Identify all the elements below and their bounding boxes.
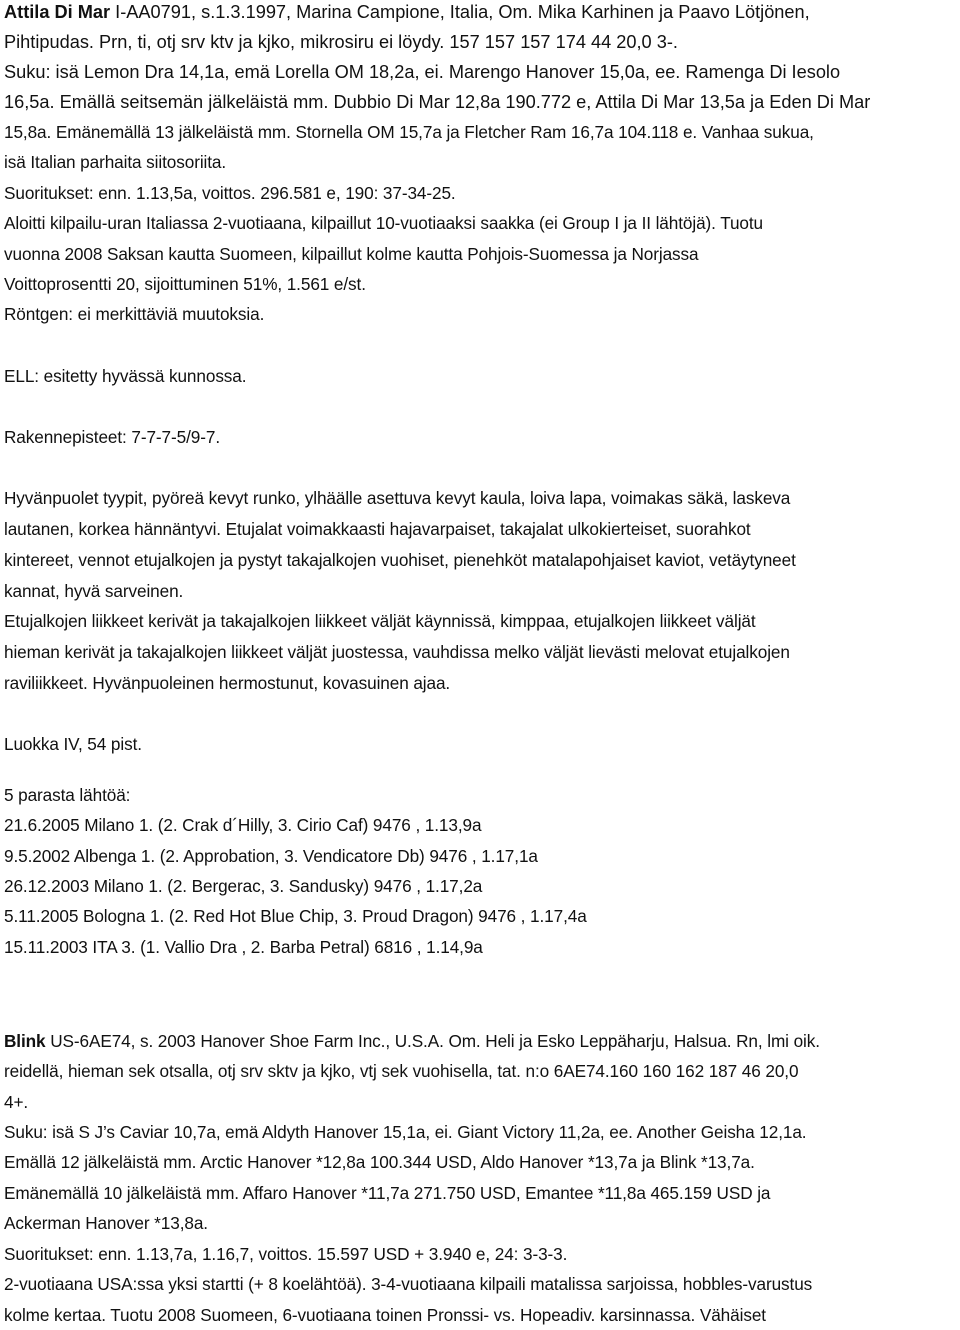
horse1-line-25: 5.11.2005 Bologna 1. (2. Red Hot Blue Chip, 3. Proud Dragon) 9476 , 1.17,4a [4,906,587,926]
horse1-line-12: Rakennepisteet: 7-7-7-5/9-7. [4,427,220,447]
horse1-line-26: 15.11.2003 ITA 3. (1. Vallio Dra , 2. Barba Petral) 6816 , 1.14,9a [4,937,483,957]
horse1-line-22: 21.6.2005 Milano 1. (2. Crak d´Hilly, 3. Cirio Caf) 9476 , 1.13,9a [4,815,482,835]
horse2-line-0: Blink US-6AE74, s. 2003 Hanover Shoe Farm Inc., U.S.A. Om. Heli ja Esko Leppäharju, Halsua. Rn, lmi oik. [4,1031,820,1051]
horse2-line-6: Ackerman Hanover *13,8a. [4,1213,208,1233]
horse1-line-3: 16,5a. Emällä seitsemän jälkeläistä mm. Dubbio Di Mar 12,8a 190.772 e, Attila Di Mar 13,5a ja Eden Di Mar [4,92,871,112]
horse1-line-11: ELL: esitetty hyvässä kunnossa. [4,366,247,386]
horse1-line-5: isä Italian parhaita siitosoriita. [4,152,227,172]
horse1-line-4: 15,8a. Emänemällä 13 jälkeläistä mm. Stornella OM 15,7a ja Fletcher Ram 16,7a 104.118 e. Vanhaa sukua, [4,122,814,142]
horse2-line-2: 4+. [4,1092,29,1112]
horse2-line-7: Suoritukset: enn. 1.13,7a, 1.16,7, voittos. 15.597 USD + 3.940 e, 24: 3-3-3. [4,1244,568,1264]
horse1-line-2: Suku: isä Lemon Dra 14,1a, emä Lorella OM 18,2a, ei. Marengo Hanover 15,0a, ee. Ramenga Di Iesolo [4,62,841,82]
horse1-line-15: kintereet, vennot etujalkojen ja pystyt takajalkojen vuohiset, pienehköt matalapohjaiset kaviot, vetäytyneet [4,550,796,570]
horse1-line-18: hieman kerivät ja takajalkojen liikkeet väljät juostessa, vauhdissa melko väljät lievästi melovat etujalkojen [4,642,790,662]
horse1-line-1: Pihtipudas. Prn, ti, otj srv ktv ja kjko, mikrosiru ei löydy. 157 157 157 174 44 20,0 3-. [4,32,678,52]
horse1-line-16: kannat, hyvä sarveinen. [4,581,184,601]
horse2-line-9: kolme kertaa. Tuotu 2008 Suomeen, 6-vuotiaana toinen Pronssi- vs. Hopeadiv. karsinnassa. Vähäiset [4,1305,766,1325]
horse1-line-24: 26.12.2003 Milano 1. (2. Bergerac, 3. Sandusky) 9476 , 1.17,2a [4,876,483,896]
horse1-line-6: Suoritukset: enn. 1.13,5a, voittos. 296.581 e, 190: 37-34-25. [4,183,456,203]
horse1-line-7: Aloitti kilpailu-uran Italiassa 2-vuotiaana, kilpaillut 10-vuotiaaksi saakka (ei Group I ja II lähtöjä). Tuotu [4,213,764,233]
horse1-line-0: Attila Di Mar I-AA0791, s.1.3.1997, Marina Campione, Italia, Om. Mika Karhinen ja Paavo Lötjönen, [4,2,810,22]
horse2-name: Blink [4,1031,46,1051]
horse2-line-3: Suku: isä S J’s Caviar 10,7a, emä Aldyth Hanover 15,1a, ei. Giant Victory 11,2a, ee. Another Geisha 12,1a. [4,1122,807,1142]
horse1-line-9: Voittoprosentti 20, sijoittuminen 51%, 1.561 e/st. [4,274,366,294]
horse2-line-1: reidellä, hieman sek otsalla, otj srv sktv ja kjko, vtj sek vuohisella, tat. n:o 6AE74.160 160 162 187 46 20,0 [4,1061,799,1081]
horse1-line-20: Luokka IV, 54 pist. [4,734,142,754]
horse1-line-13: Hyvänpuolet tyypit, pyöreä kevyt runko, ylhäälle asettuva kevyt kaula, loiva lapa, voimakas säkä, laskeva [4,488,791,508]
horse1-line-14: lautanen, korkea hännäntyvi. Etujalat voimakkaasti hajavarpaiset, takajalat ulkokierteiset, suorahkot [4,519,751,539]
horse1-line-10: Röntgen: ei merkittäviä muutoksia. [4,304,265,324]
horse1-line-8: vuonna 2008 Saksan kautta Suomeen, kilpaillut kolme kautta Pohjois-Suomessa ja Norjassa [4,244,699,264]
horse1-line-19: raviliikkeet. Hyvänpuoleinen hermostunut, kovasuinen ajaa. [4,673,451,693]
horse1-line-23: 9.5.2002 Albenga 1. (2. Approbation, 3. Vendicatore Db) 9476 , 1.17,1a [4,846,538,866]
horse1-name: Attila Di Mar [4,2,111,22]
horse2-line-4: Emällä 12 jälkeläistä mm. Arctic Hanover *12,8a 100.344 USD, Aldo Hanover *13,7a ja Blink *13,7a. [4,1152,755,1172]
horse2-line-5: Emänemällä 10 jälkeläistä mm. Affaro Hanover *11,7a 271.750 USD, Emantee *11,8a 465.159 USD ja [4,1183,771,1203]
horse1-line-17: Etujalkojen liikkeet kerivät ja takajalkojen liikkeet väljät käynnissä, kimppaa, etujalkojen liikkeet väljät [4,611,756,631]
horse2-line-8: 2-vuotiaana USA:ssa yksi startti (+ 8 koelähtöä). 3-4-vuotiaana kilpaili matalissa sarjoissa, hobbles-varustus [4,1274,813,1294]
horse1-line-21: 5 parasta lähtöä: [4,785,131,805]
